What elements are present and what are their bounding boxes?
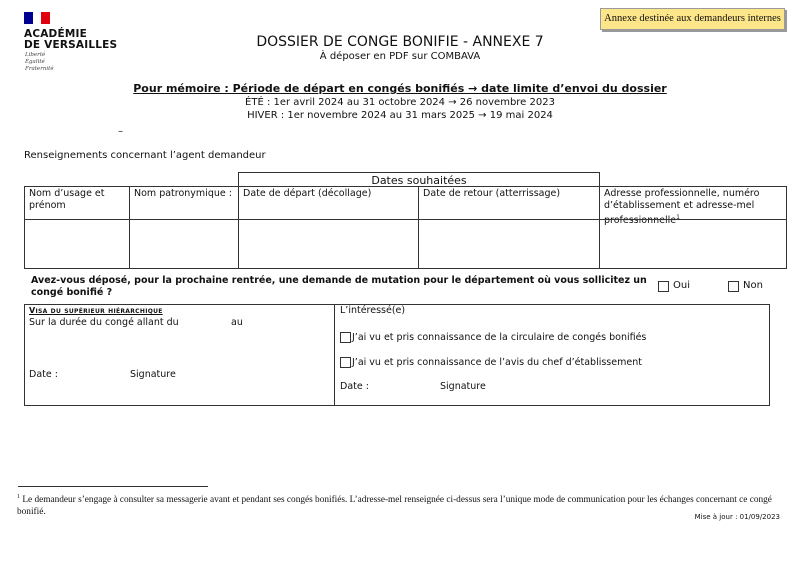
input-date-retour[interactable] [418,219,600,269]
footnote-number: 1 [17,494,20,500]
visa-date-label: Date : [29,369,58,380]
period-summer: ÉTÉ : 1er avril 2024 au 31 octobre 2024 → 26 novembre 2023 [245,97,555,108]
page-title: DOSSIER DE CONGE BONIFIE - ANNEXE 7 [256,34,544,50]
footnote-text: Le demandeur s’engage à consulter sa messagerie avant et pendant ses congés bonifiés. L’adresse-mel renseignée ci-dessus sera l’unique mode de communication pour les échanges concernant ce congé bonifié. [17,495,772,518]
avis-checkbox[interactable] [340,357,351,368]
circulaire-checkbox[interactable] [340,332,351,343]
visa-signature-label: Signature [130,369,176,380]
input-adresse[interactable] [599,219,787,269]
visa-duration-mid: au [231,317,243,328]
input-nom-usage[interactable] [24,219,130,269]
interesse-date-label: Date : [340,381,369,392]
section-label: Renseignements concernant l’agent demandeur [24,150,266,161]
memo-heading: Pour mémoire : Période de départ en congés bonifiés → date limite d’envoi du dossier [133,82,667,95]
visa-duration-prefix: Sur la durée du congé allant du [29,317,179,328]
col-header-date-depart: Date de départ (décollage) [238,186,419,220]
dash-mark: – [118,126,123,137]
annex-badge: Annexe destinée aux demandeurs internes [600,8,785,30]
page-subtitle: À déposer en PDF sur COMBAVA [319,51,481,62]
interesse-box [334,304,770,406]
col-header-nom-patronymique: Nom patronymique : [129,186,239,220]
input-nom-patronymique[interactable] [129,219,239,269]
flag-white [33,12,42,24]
interesse-signature-label: Signature [440,381,486,392]
oui-checkbox[interactable] [658,281,669,292]
motto-egalite: Égalité [25,59,45,65]
col-header-date-retour: Date de retour (atterrissage) [418,186,600,220]
footnote-rule [18,486,208,487]
avis-label: J’ai vu et pris connaissance de l’avis du chef d’établissement [352,357,642,368]
non-label: Non [743,280,763,291]
marianne-flag-icon [24,12,50,24]
period-winter: HIVER : 1er novembre 2024 au 31 mars 2025 → 19 mai 2024 [247,110,553,121]
col-header-adresse-text: Adresse professionnelle, numéro d’établissement et adresse-mel professionnelle [604,188,760,227]
oui-label: Oui [673,280,690,291]
non-checkbox[interactable] [728,281,739,292]
interesse-title: L’intéressé(e) [340,305,406,316]
flag-blue [24,12,33,24]
update-date: Mise à jour : 01/09/2023 [694,513,780,521]
visa-title: Visa du supérieur hiérarchique [29,306,163,315]
motto-liberte: Liberté [25,52,46,58]
footnote-marker: 1 [676,214,680,221]
col-header-adresse [599,186,787,227]
col-header-nom-usage: Nom d’usage et prénom [24,186,130,220]
circulaire-label: J’ai vu et pris connaissance de la circulaire de congés bonifiés [352,332,647,343]
mutation-question: Avez-vous déposé, pour la prochaine rentrée, une demande de mutation pour le département où vous sollicitez un congé bonifié ? [31,275,647,298]
logo-versailles: DE VERSAILLES [24,39,118,51]
flag-red [41,12,50,24]
dates-group-header: Dates souhaitées [238,172,600,187]
logo-academie: ACADÉMIE [24,28,87,40]
input-date-depart[interactable] [238,219,419,269]
motto-fraternite: Fraternité [25,66,54,72]
